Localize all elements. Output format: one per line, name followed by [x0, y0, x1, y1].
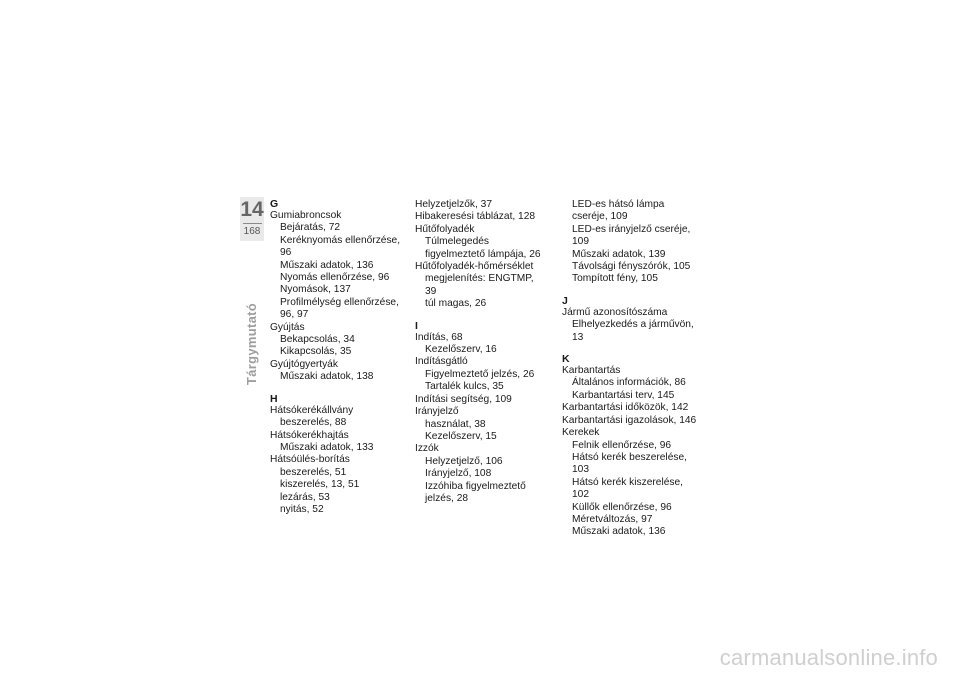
index-entry: Indítás, 68 [415, 331, 463, 343]
index-subentry: Hátsó kerék kiszerelése, 102 [572, 476, 683, 501]
index-subentry: LED-es hátsó lámpa cseréje, 109 [572, 199, 665, 223]
index-subentry: Nyomás ellenőrzése, 96 [280, 272, 390, 284]
index-subentry: Keréknyomás ellenőrzése, 96 [280, 234, 401, 259]
index-entry: Izzók [415, 443, 439, 455]
index-subentry: Kikapcsolás, 35 [280, 346, 352, 358]
index-subentry: Kezelőszerv, 15 [425, 430, 497, 442]
index-subentry: Távolsági fényszórók, 105 [572, 261, 691, 273]
index-subentry: LED-es irányjelző cseréje, 109 [572, 223, 691, 248]
index-subentry: Általános információk, 86 [572, 377, 686, 389]
index-subentry: Bekapcsolás, 34 [280, 334, 355, 346]
page-number: 168 [243, 226, 261, 237]
index-subentry: Műszaki adatok, 133 [280, 441, 374, 453]
index-column-3 [562, 199, 702, 539]
tab-divider [243, 223, 262, 224]
index-entry: Jármű azonosítószáma [562, 306, 668, 318]
index-entry: Gyújtás [270, 321, 305, 333]
index-subentry: Karbantartási terv, 145 [572, 389, 675, 401]
index-entry: Hátsóülés-borítás [270, 454, 350, 466]
index-subentry: használat, 38 [425, 418, 486, 430]
index-subentry: Tompított fény, 105 [572, 273, 658, 285]
index-column-2 [415, 199, 547, 505]
index-letter-heading: K [562, 353, 570, 366]
watermark: carmanualsonline.info [719, 645, 938, 670]
section-title-vertical: Tárgymutató [244, 302, 259, 385]
index-entry: Karbantartás [562, 365, 621, 377]
index-entry: Indítási segítség, 109 [415, 393, 512, 405]
index-letter-heading: I [415, 319, 418, 332]
index-entry: Irányjelző [415, 406, 459, 418]
index-subentry: Műszaki adatok, 136 [572, 526, 666, 538]
index-subentry: Bejáratás, 72 [280, 222, 341, 234]
index-subentry: Műszaki adatok, 138 [280, 371, 374, 383]
index-entry: Hűtőfolyadék [415, 223, 475, 235]
index-entry: Kerekek [562, 427, 600, 439]
index-subentry: beszerelés, 88 [280, 417, 347, 429]
index-entry: Karbantartási igazolások, 146 [562, 414, 697, 426]
index-entry: Hibakeresési táblázat, 128 [415, 211, 536, 223]
index-subentry: Kezelőszerv, 16 [425, 344, 497, 356]
index-subentry: Izzóhiba figyelmeztető jelzés, 28 [425, 480, 526, 504]
index-subentry: nyitás, 52 [280, 503, 324, 515]
index-subentry: beszerelés, 51 [280, 466, 347, 478]
index-entry: Karbantartási időközök, 142 [562, 402, 689, 414]
section-gap [415, 311, 547, 321]
index-entry: Hátsókerékhajtás [270, 429, 349, 441]
index-letter-heading: H [270, 392, 278, 405]
index-subentry: Figyelmeztető jelzés, 26 [425, 368, 535, 380]
index-letter-heading: J [562, 294, 568, 307]
index-subentry: Műszaki adatok, 136 [280, 259, 374, 271]
index-entry: Indításgátló [415, 356, 468, 368]
index-subentry: Túlmelegedés figyelmeztető lámpája, 26 [425, 236, 541, 260]
index-subentry: Elhelyezkedés a járművön, 13 [572, 319, 694, 343]
section-gap [562, 286, 702, 296]
section-gap [562, 344, 702, 354]
index-entry: Gyújtógyertyák [270, 358, 338, 370]
index-subentry: Felnik ellenőrzése, 96 [572, 439, 672, 451]
index-subentry: lezárás, 53 [280, 491, 330, 503]
index-entry: Hűtőfolyadék-hőmérséklet [415, 261, 534, 273]
index-subentry: Hátsó kerék beszerelése, 103 [572, 451, 687, 476]
index-subentry: Helyzetjelző, 106 [425, 455, 503, 467]
index-letter-heading: G [270, 198, 279, 210]
index-entry: Gumiabroncsok [270, 210, 342, 221]
index-subentry: Méretváltozás, 97 [572, 513, 653, 525]
index-subentry: Tartalék kulcs, 35 [425, 381, 504, 393]
index-subentry: megjelenítés: ENGTMP, 39 [425, 273, 534, 297]
index-entry: Hátsókerékállvány [270, 404, 354, 416]
index-entry: Helyzetjelzők, 37 [415, 199, 493, 210]
section-gap [270, 384, 402, 394]
index-subentry: Küllők ellenőrzése, 96 [572, 501, 672, 513]
index-subentry: Műszaki adatok, 139 [572, 248, 666, 260]
index-subentry: túl magas, 26 [425, 298, 487, 310]
index-subentry: Nyomások, 137 [280, 284, 351, 296]
index-subentry: Irányjelző, 108 [425, 468, 492, 480]
chapter-number: 14 [240, 198, 264, 221]
index-subentry: kiszerelés, 13, 51 [280, 479, 360, 491]
index-column-1 [270, 199, 402, 516]
index-subentry: Profilmélység ellenőrzése, 96, 97 [280, 296, 399, 321]
